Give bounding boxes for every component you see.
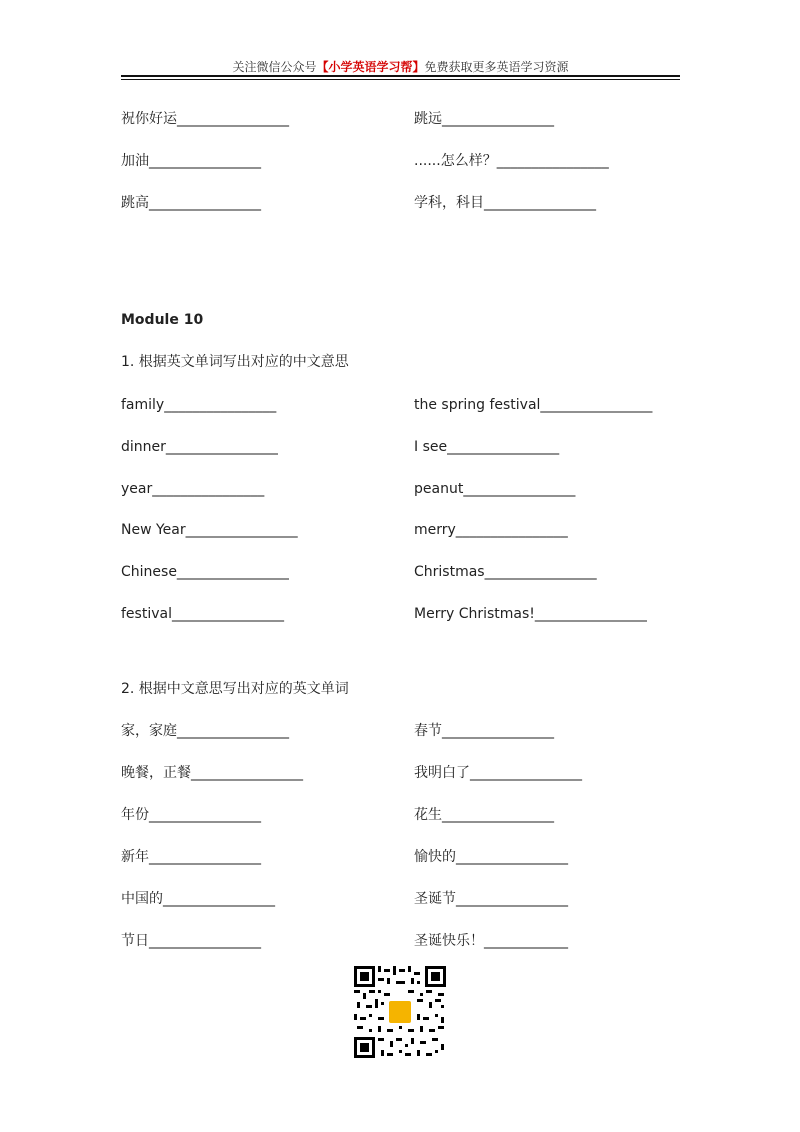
exercise-item: 跳远________________ bbox=[414, 111, 554, 127]
section-heading: 2. 根据中文意思写出对应的英文单词 bbox=[121, 681, 349, 697]
header-text-pre: 关注微信公众号 bbox=[232, 60, 317, 74]
exercise-item: 春节________________ bbox=[414, 723, 554, 739]
exercise-item: family________________ bbox=[121, 397, 277, 413]
exercise-item: 加油________________ bbox=[121, 153, 261, 169]
exercise-item: merry________________ bbox=[414, 522, 568, 538]
exercise-item: 新年________________ bbox=[121, 849, 261, 865]
exercise-item: 节日________________ bbox=[121, 933, 261, 949]
qr-finder-bottom-left bbox=[354, 1037, 375, 1058]
exercise-item: 家，家庭________________ bbox=[121, 723, 289, 739]
header-brand: 【小学英语学习帮】 bbox=[316, 60, 425, 74]
exercise-item: Christmas________________ bbox=[414, 564, 597, 580]
qr-finder-top-left bbox=[354, 966, 375, 987]
header-text-post: 免费获取更多英语学习资源 bbox=[424, 60, 569, 74]
qr-finder-top-right bbox=[425, 966, 446, 987]
exercise-item: 花生________________ bbox=[414, 807, 554, 823]
exercise-item: the spring festival________________ bbox=[414, 397, 653, 413]
qr-code bbox=[354, 966, 446, 1058]
exercise-item: 愉快的________________ bbox=[414, 849, 568, 865]
exercise-item: year________________ bbox=[121, 481, 265, 497]
exercise-item: I see________________ bbox=[414, 439, 560, 455]
exercise-item: ......怎么样？________________ bbox=[414, 153, 609, 169]
exercise-item: 跳高________________ bbox=[121, 195, 261, 211]
exercise-item: 我明白了________________ bbox=[414, 765, 582, 781]
exercise-item: 学科，科目________________ bbox=[414, 195, 596, 211]
module-title: Module 10 bbox=[121, 312, 204, 328]
exercise-item: festival________________ bbox=[121, 606, 284, 622]
exercise-item: 祝你好运________________ bbox=[121, 111, 289, 127]
exercise-item: peanut________________ bbox=[414, 481, 576, 497]
exercise-item: Merry Christmas!________________ bbox=[414, 606, 647, 622]
header-rule-thin bbox=[121, 79, 680, 80]
exercise-item: 年份________________ bbox=[121, 807, 261, 823]
page-header bbox=[121, 58, 680, 75]
exercise-item: 晚餐，正餐________________ bbox=[121, 765, 303, 781]
exercise-item: 圣诞快乐！____________ bbox=[414, 933, 568, 949]
exercise-item: Chinese________________ bbox=[121, 564, 289, 580]
exercise-item: dinner________________ bbox=[121, 439, 278, 455]
exercise-item: 圣诞节________________ bbox=[414, 891, 568, 907]
exercise-item: New Year________________ bbox=[121, 522, 298, 538]
exercise-item: 中国的________________ bbox=[121, 891, 275, 907]
qr-center-logo bbox=[389, 1001, 411, 1023]
section-heading: 1. 根据英文单词写出对应的中文意思 bbox=[121, 354, 349, 370]
header-rule-thick bbox=[121, 75, 680, 77]
